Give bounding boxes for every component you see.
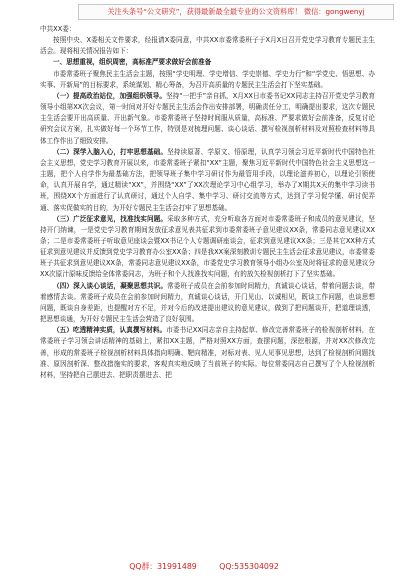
subsection-2 <box>40 147 375 214</box>
salutation: 中共XX委： <box>40 25 76 33</box>
subsection-3-body: 采取多种方式，充分听取各方面对市委常委班子和成员的意见建议，坚持开门纳谏，一是党史学习教育期间发放征求意见表共征求到市委常委班子意见建议XX条，常委同志意见建议XX条；二是市委常委班子听取意见座谈会暨XX书记个人专题调研座谈会，征求到意见建议XX条；三是其它XX种方式征求到意见建议并反馈到党史学习教育办公室XX条；四是我XX案深刻教训专题民主生活会征求意见建议，市委常委班子共征求到意见建议XX条，常委同志意见建议XX条，市委党史学习教育领导小组办公室及时将征求的意见建议分XX次原汁原味反馈给全体常委同志，为班子和个人找准找实问题，有的放矢检视剖析打下了坚实基础。 <box>40 214 376 279</box>
subsection-5 <box>40 325 375 381</box>
subsection-2-title: （二）深学入脑入心，打牢思想基础。 <box>53 147 168 156</box>
subsection-1-body: 坚持“一把手”亲自抓，X月XX日市委书记XX同志主持召开党史学习教育领导小组第XX次会议，第一时间对开好专题民主生活会作出安排部署，明确责任分工，明确提出要求，这次专题民主生活会要开出高质量、开出新气象。市委常委班子坚持时间服从质量，高标准、严要求做好会前准备，反复讨论研究会议方案，扎实做好每一个环节工作，特别是对梳理问题、谈心谈话、撰写检视剖析材料及对照检查材料等具体工作作出了细致安排。 <box>40 91 376 145</box>
section-1-heading: 一、思想重视，组织周密，高标准严要求做好会前准备 <box>53 58 212 67</box>
section-1-paragraph: 市委常委班子聚焦民主生活会主题，按照“学史明理、学史增信、学史崇德、学史力行”和“学党史、悟思想、办实事、开新局”的目标要求，系统谋划、精心筹备，为召开高质量的专题民主生活会打下坚实基础。 <box>40 69 375 89</box>
subsection-5-title: （五）吃透精神实质，认真撰写材料。 <box>53 326 167 335</box>
subsection-4 <box>40 281 375 326</box>
subsection-3-title: （三）广泛征求意见，找准找实问题。 <box>53 214 168 223</box>
subsection-1 <box>40 91 375 147</box>
header-banner: 关注头条号“公文研究”，获得最新最全最专业的公文资料库！ 微信：gongwenyj <box>78 4 394 20</box>
subsection-3 <box>40 214 375 281</box>
footer-qq-contact: QQ:535304092 <box>219 562 279 571</box>
subsection-5-body: 市委书记XX同志亲自主持起草、修改完善常委班子的检视剖析材料，在常委班子学习领会讲话精神的基础上，紧扣XX主题，严格对照XX方面，查摆问题，深挖根源，并对XX次修改完善，形成的常委班子检视剖析材料具体指向明确、靶向精准，对标对表、见人见事见思想，达到了检视剖析问题找准、原因剖析深、整改措施实的要求，客观真实地反映了当前班子的实际。每位常委同志自己撰写了个人检视剖析材料，坚持把自己摆进去、把职责摆进去、把 <box>40 326 375 379</box>
subsection-4-body: 常委班子成员在会前参加时间精力，真诚谈心谈话，带着问题去谈，带着感情去谈。常委班子成员在会前参加时间精力，真诚谈心谈话，开门见山、以诚相见，既谈工作问题，也谈思想问题，既谈自身差距，也提醒对方不足，并对今后的改进提出建议的意见建议，做到了把问题谈开，把道理谈透，把思想谈通，为开好专题民主生活会营造了良好氛围。 <box>40 281 376 324</box>
intro-paragraph: 按照中央、X委相关文件要求，经报请X委同意，中共XX市委常委班子于X月X日召开党史学习教育专题民主生活会。现将相关情况报告如下： <box>40 36 375 56</box>
footer-qq-group: QQ群：31991489 <box>129 562 197 571</box>
subsection-1-title: （一）提高政治站位，加强组织领导。 <box>53 91 166 100</box>
subsection-2-body: 坚持读原著、学原文、悟原理，认真学习领会习近平新时代中国特色社会主义思想，党史学习教育开展以来，市委常委班子紧扣“XX”主题，聚焦习近平新时代中国特色社会主义思想这一主题，把个人自学作为最基础方法，把领导班子集中学习研讨作为最管用手段，以理论滋养初心，以理论引领使命，认真开展自学，通过精读“XX”，并围绕“XX”了XX次理论学习中心组学习，举办了X期共X天的集中学习读书班，围绕XX个方面进行了认真研讨，通过个人自学、集中学习、研讨交流等方式，达到了学习促学懂、研讨促弄通、落实促做实的目的，为开好专题民主生活会打牢了思想基础。 <box>40 147 376 212</box>
subsection-4-title: （四）深入谈心谈话，凝聚思想共识。 <box>53 281 168 290</box>
document-body <box>40 24 375 381</box>
footer-contact <box>0 560 408 574</box>
